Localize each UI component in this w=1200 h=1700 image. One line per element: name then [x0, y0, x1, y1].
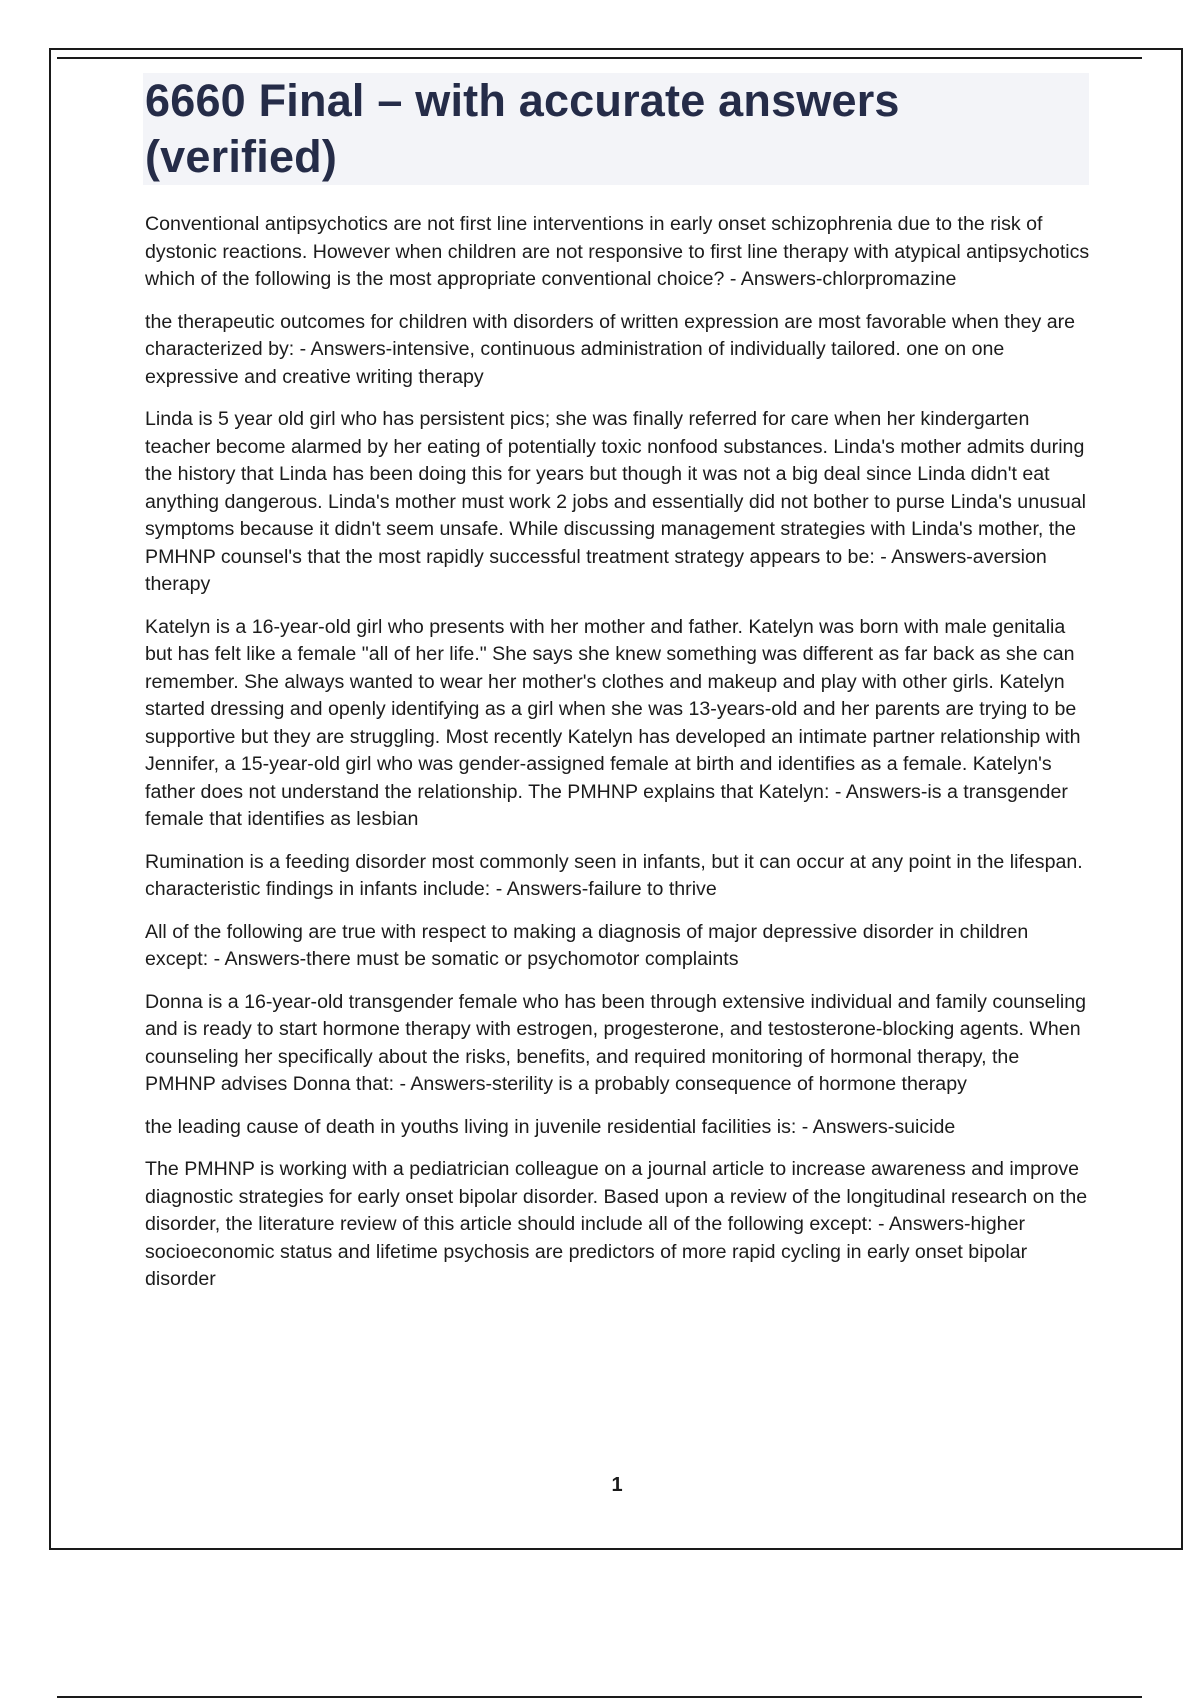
qa-entry-9: The PMHNP is working with a pediatrician colleague on a journal article to increase awareness and improve diagnostic strategies for early onset bipolar disorder. Based upon a review of the longitudinal research on the disorder, the literature review of this article should include all of the following except: - Answers-higher socioeconomic status and lifetime psychosis are predictors of more rapid cycling in early onset bipolar disorder [145, 1158, 1088, 1290]
document-body [145, 211, 1095, 1309]
title-block [143, 73, 1089, 185]
qa-entry-6: All of the following are true with respect to making a diagnosis of major depressive disorder in children except: - Answers-there must be somatic or psychomotor complaints [145, 920, 1029, 970]
document-title: 6660 Final – with accurate answers (verified) [145, 75, 900, 182]
page-number: 1 [611, 1474, 623, 1496]
top-rule [57, 57, 1142, 59]
qa-entry-1: Conventional antipsychotics are not first line interventions in early onset schizophrenia due to the risk of dystonic reactions. However when children are not responsive to first line therapy with atypical antipsychotics which of the following is the most appropriate conventional choice? - Answers-chlorpromazine [145, 213, 1090, 290]
qa-entry-7: Donna is a 16-year-old transgender female who has been through extensive individual and family counseling and is ready to start hormone therapy with estrogen, progesterone, and testosterone-blocking agents. When counseling her specifically about the risks, benefits, and required monitoring of hormonal therapy, the PMHNP advises Donna that: - Answers-sterility is a probably consequence of hormone therapy [145, 990, 1087, 1095]
next-page-top-rule [57, 1696, 1142, 1698]
qa-entry-8: the leading cause of death in youths living in juvenile residential facilities is: - Answers-suicide [145, 1115, 956, 1138]
qa-entry-4: Katelyn is a 16-year-old girl who presents with her mother and father. Katelyn was born with male genitalia but has felt like a female "all of her life." She says she knew something was different as far back as she can remember. She always wanted to wear her mother's clothes and makeup and play with other girls. Katelyn started dressing and openly identifying as a girl when she was 13-years-old and her parents are trying to be supportive but they are struggling. Most recently Katelyn has developed an intimate partner relationship with Jennifer, a 15-year-old girl who was gender-assigned female at birth and identifies as a female. Katelyn's father does not understand the relationship. The PMHNP explains that Katelyn: - Answers-is a transgender female that identifies as lesbian [145, 615, 1081, 830]
qa-entry-2: the therapeutic outcomes for children with disorders of written expression are most favorable when they are characterized by: - Answers-intensive, continuous administration of individually tailored. one on one expressive and creative writing therapy [145, 310, 1076, 388]
qa-entry-5: Rumination is a feeding disorder most commonly seen in infants, but it can occur at any point in the lifespan. characteristic findings in infants include: - Answers-failure to thrive [145, 850, 1083, 900]
qa-entry-3: Linda is 5 year old girl who has persistent pics; she was finally referred for care when her kindergarten teacher become alarmed by her eating of potentially toxic nonfood substances. Linda's mother admits during the history that Linda has been doing this for years but though it was not a big deal since Linda didn't eat anything dangerous. Linda's mother must work 2 jobs and essentially did not bother to purse Linda's unusual symptoms because it didn't seem unsafe. While discussing management strategies with Linda's mother, the PMHNP counsel's that the most rapidly successful treatment strategy appears to be: - Answers-aversion therapy [145, 408, 1086, 595]
